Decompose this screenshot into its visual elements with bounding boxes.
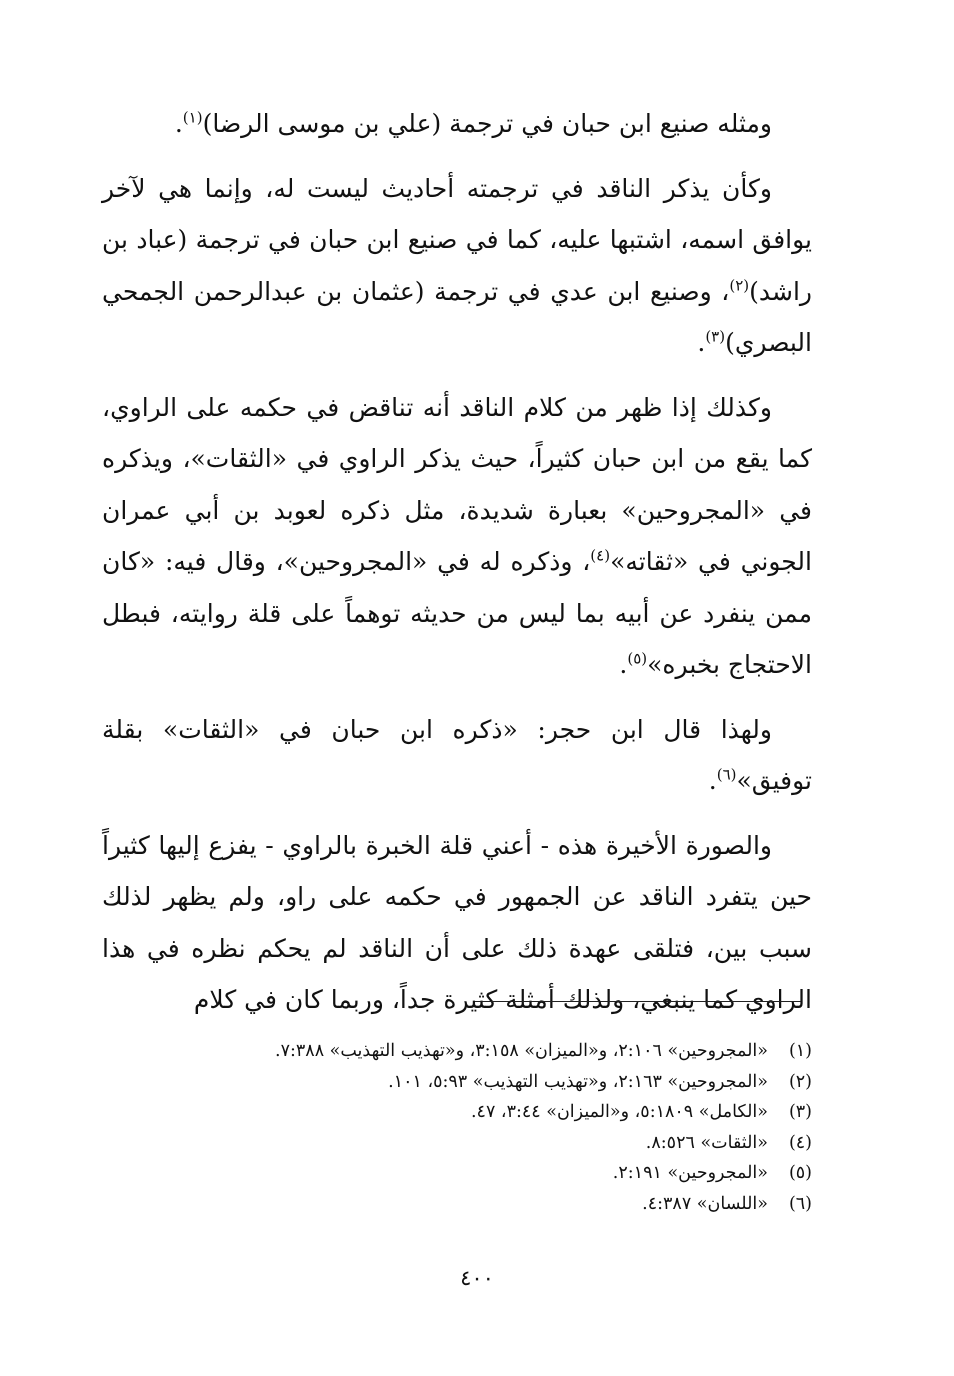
footnote-number: (٦) xyxy=(788,1193,812,1214)
paragraph-text: ولهذا قال ابن حجر: «ذكره ابن حبان في «الثقات» بقلة توفيق» xyxy=(102,714,812,795)
footnote-1 xyxy=(150,1036,812,1067)
paragraph-text: . xyxy=(697,328,706,357)
footnote-number: (٣) xyxy=(788,1102,812,1122)
footnote-text: «الكامل» ٥:١٨٠٩، و«الميزان» ٣:٤٤، ٤٧. xyxy=(470,1102,768,1122)
page-number: ٤٠٠ xyxy=(460,1266,494,1290)
footnote-number: (٤) xyxy=(788,1132,812,1153)
footnote-text: «المجروحين» ٢:١٠٦، و«الميزان» ٣:١٥٨، و«تهذيب التهذيب» ٧:٣٨٨. xyxy=(275,1041,768,1061)
footnote-2 xyxy=(150,1067,812,1098)
paragraph xyxy=(102,163,812,369)
paragraph-text: وكأن يذكر الناقد في ترجمته أحاديث ليست له، وإنما هي لآخر يوافق اسمه، اشتبها عليه، كما في صنيع ابن حبان في ترجمة (عباد بن راشد) xyxy=(102,173,812,306)
footnote-reference: (١) xyxy=(182,108,203,127)
footnote-text: «اللسان» ٤:٣٨٧. xyxy=(642,1193,768,1214)
paragraph-text: وكذلك إذا ظهر من كلام الناقد أنه تناقض في حكمه على الراوي، كما يقع من ابن حبان كثيراً، حيث يذكر الراوي في «الثقات»، ويذكره في «المجروحين» بعبارة شديدة، مثل ذكره لعوبد بن أبي عمران الجوني في «ثقاته» xyxy=(102,392,812,576)
footnote-reference: (٣) xyxy=(705,327,726,346)
footnote-text: «المجروحين» ٢:١٩١. xyxy=(612,1163,768,1183)
footnote-4 xyxy=(150,1128,812,1159)
paragraph-text: . xyxy=(174,109,183,138)
paragraph-text: . xyxy=(619,650,628,679)
paragraph-text: ، وصنيع ابن عدي في ترجمة (عثمان بن عبدالرحمن الجمحي البصري) xyxy=(102,276,812,357)
footnote-reference: (٢) xyxy=(729,276,750,295)
footnote-number: (٢) xyxy=(788,1071,812,1092)
paragraph-text: . xyxy=(708,766,717,795)
paragraph-text: ومثله صنيع ابن حبان في ترجمة (علي بن موسى الرضا) xyxy=(202,109,772,138)
footnotes xyxy=(150,1036,812,1219)
footnote-number: (٥) xyxy=(788,1163,812,1183)
footnote-text: «الثقات» ٨:٥٢٦. xyxy=(645,1132,768,1153)
paragraph xyxy=(102,704,812,807)
main-text xyxy=(102,98,812,1039)
footnote-text: «المجروحين» ٢:١٦٣، و«تهذيب التهذيب» ٥:٩٣، ١٠١. xyxy=(388,1071,768,1092)
footnote-3 xyxy=(150,1097,812,1128)
footnote-5 xyxy=(150,1158,812,1189)
footnote-reference: (٦) xyxy=(716,765,737,784)
footnote-number: (١) xyxy=(788,1041,812,1061)
paragraph-text: والصورة الأخيرة هذه - أعني قلة الخبرة بالراوي - يفزع إليها كثيراً حين يتفرد الناقد عن الجمهور في حكمه على راو، ولم يظهر لذلك سبب بين، فتلقى عهدة ذلك على أن الناقد لم يحكم نظره في هذا الراوي كما ينبغي، ولذلك أمثلة كثيرة جداً، وربما كان في كلام xyxy=(102,830,812,1014)
paragraph xyxy=(102,98,812,150)
footnote-reference: (٤) xyxy=(590,546,611,565)
footnote-separator xyxy=(475,1001,801,1002)
paragraph-text: ، وذكره له في «المجروحين»، وقال فيه: «كان ممن ينفرد عن أبيه بما ليس من حديثه توهماً على قلة روايته، فبطل الاحتجاج بخبره» xyxy=(102,547,812,679)
footnote-6 xyxy=(150,1189,812,1220)
paragraph xyxy=(102,382,812,691)
paragraph xyxy=(102,820,812,1026)
footnote-reference: (٥) xyxy=(627,649,648,668)
